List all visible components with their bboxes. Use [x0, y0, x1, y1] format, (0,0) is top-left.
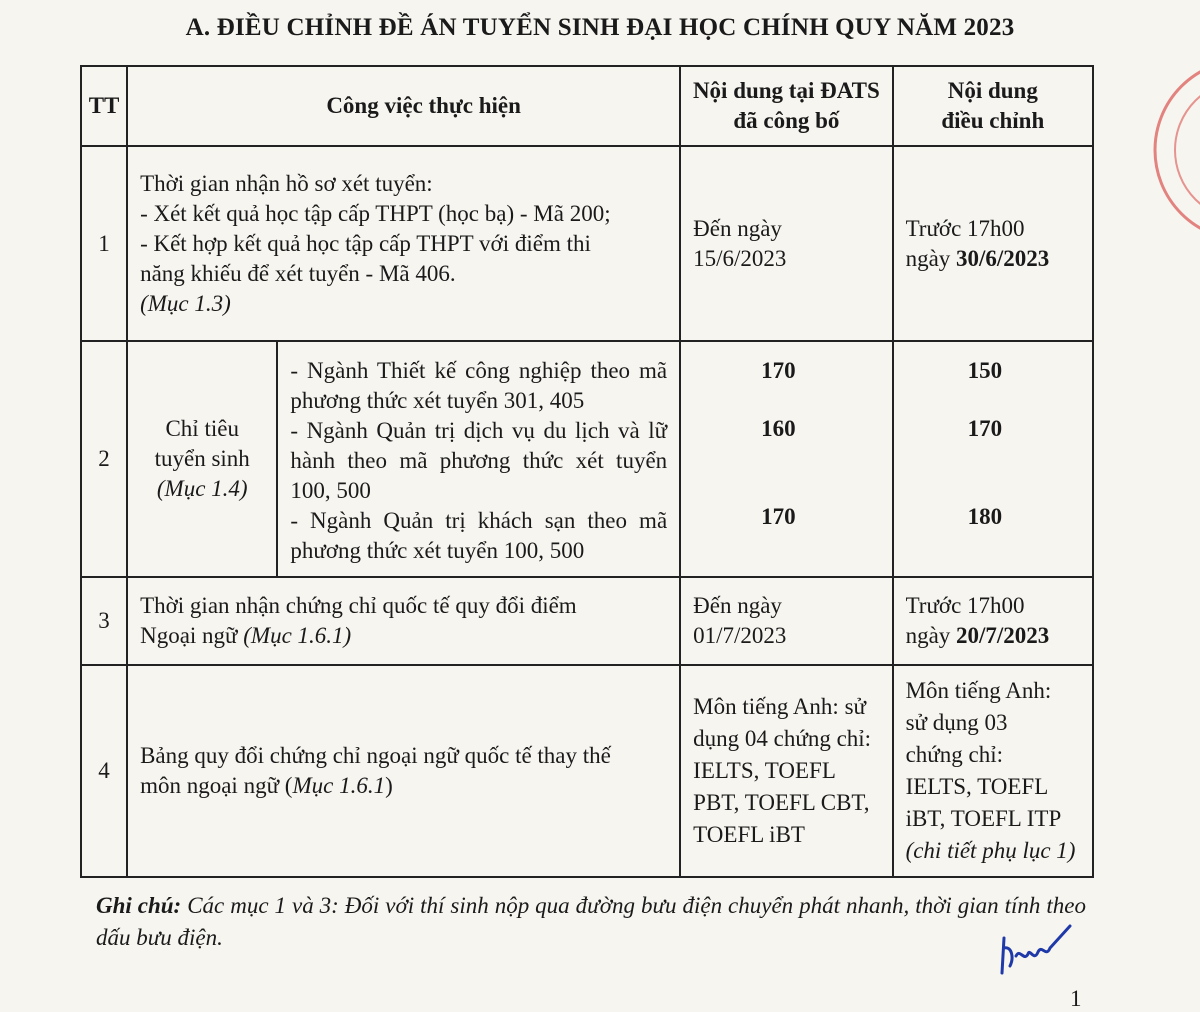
old-content-cell [680, 577, 892, 665]
page-title: A. ĐIỀU CHỈNH ĐỀ ÁN TUYỂN SINH ĐẠI HỌC CHÍNH QUY NĂM 2023 [185, 14, 1015, 41]
task-line: Thời gian nhận hồ sơ xét tuyển: [140, 170, 433, 196]
task-ref: (Mục 1.6.1) [243, 623, 352, 648]
major-item: - Ngành Quản trị dịch vụ du lịch và lữ hành theo mã phương thức xét tuyển 100, 500 [290, 418, 668, 503]
old-line: Đến ngày [693, 215, 782, 241]
new-line: iBT, TOEFL ITP [905, 806, 1062, 831]
task-line: - Xét kết quả học tập cấp THPT (học bạ) - Mã 200; [140, 200, 611, 226]
old-content-cell [680, 665, 892, 877]
header-new-line1: Nội dung [947, 78, 1038, 103]
new-line: chứng chỉ: [905, 742, 1003, 767]
task-line: Bảng quy đổi chứng chỉ ngoại ngữ quốc tế thay thế [140, 743, 611, 768]
new-line: sử dụng 03 [905, 710, 1008, 735]
new-line: Trước 17h00 [905, 593, 1025, 618]
table-row [81, 146, 1093, 341]
task-line: Thời gian nhận chứng chỉ quốc tế quy đổi điểm [140, 593, 577, 618]
header-old-content [680, 66, 892, 146]
task-cell [127, 146, 680, 341]
new-quota-cell [893, 341, 1093, 577]
old-date: 15/6/2023 [693, 245, 787, 271]
new-content-cell [893, 665, 1093, 877]
header-new-content [893, 66, 1093, 146]
old-quota-value: 170 [761, 358, 796, 383]
old-line: dụng 04 chứng chỉ: [693, 726, 872, 751]
new-prefix: ngày [905, 623, 957, 648]
old-quota-value: 170 [761, 504, 796, 529]
table-row [81, 341, 1093, 577]
old-line: Môn tiếng Anh: sử [693, 694, 866, 719]
table-row [81, 665, 1093, 877]
new-note: (chi tiết phụ lục 1) [905, 838, 1076, 863]
new-quota-value: 170 [967, 416, 1003, 441]
task-line [140, 621, 667, 651]
row-number: 1 [81, 146, 127, 341]
row-number: 2 [81, 341, 127, 577]
new-date-line [906, 244, 1080, 274]
red-seal-icon [1150, 40, 1200, 240]
old-content-cell [680, 146, 892, 341]
task-line-close: ) [385, 773, 393, 798]
old-line: TOEFL iBT [693, 822, 805, 847]
task-ref: (Mục 1.3) [140, 290, 231, 316]
new-quota-value: 180 [967, 504, 1003, 529]
table-row [81, 577, 1093, 665]
task-line [140, 771, 667, 801]
table-header-row [81, 66, 1093, 146]
old-quota-value: 160 [761, 416, 796, 441]
new-prefix: ngày [905, 245, 957, 271]
quota-ref: (Mục 1.4) [156, 476, 248, 501]
new-content-cell [893, 146, 1093, 341]
major-item: - Ngành Thiết kế công nghiệp theo mã phương thức xét tuyển 301, 405 [290, 358, 668, 413]
footnote-text: Các mục 1 và 3: Đối với thí sinh nộp qua đường bưu điện chuyển phát nhanh, thời gian tính theo dấu bưu điện. [96, 893, 1086, 950]
new-quota-value: 150 [967, 358, 1003, 383]
adjustment-table [80, 65, 1094, 878]
quota-label-line2: tuyển sinh [154, 446, 250, 471]
new-date: 30/6/2023 [956, 245, 1050, 271]
old-line: PBT, TOEFL CBT, [693, 790, 870, 815]
header-old-line2: đã công bố [733, 108, 840, 133]
header-old-line1: Nội dung tại ĐATS [692, 78, 880, 103]
new-line: Môn tiếng Anh: [905, 678, 1052, 703]
signature-icon [990, 918, 1090, 988]
header-task: Công việc thực hiện [127, 66, 680, 146]
task-cell [127, 577, 680, 665]
old-quota-cell [680, 341, 892, 577]
old-line: Đến ngày [693, 593, 782, 618]
page-number: 1 [1070, 986, 1082, 1011]
quota-label-cell [127, 341, 277, 577]
row-number: 3 [81, 577, 127, 665]
header-tt: TT [81, 66, 127, 146]
majors-cell [277, 341, 680, 577]
new-line: IELTS, TOEFL [905, 774, 1049, 799]
row-number: 4 [81, 665, 127, 877]
new-content-cell [893, 577, 1093, 665]
footnote-label: Ghi chú: [96, 893, 182, 918]
new-date-line [906, 621, 1080, 651]
new-line: Trước 17h00 [905, 215, 1025, 241]
header-new-line2: điều chỉnh [941, 108, 1045, 133]
quota-label-line1: Chỉ tiêu [165, 416, 239, 441]
task-line-text: môn ngoại ngữ ( [140, 773, 293, 798]
old-line: IELTS, TOEFL [693, 758, 836, 783]
footnote [96, 890, 1086, 954]
task-cell [127, 665, 680, 877]
task-ref: Mục 1.6.1 [292, 773, 386, 798]
task-line: năng khiếu để xét tuyển - Mã 406. [140, 260, 456, 286]
major-item: - Ngành Quản trị khách sạn theo mã phương thức xét tuyển 100, 500 [290, 508, 668, 563]
task-line-text: Ngoại ngữ [140, 623, 244, 648]
task-line: - Kết hợp kết quả học tập cấp THPT với điểm thi [140, 230, 591, 256]
new-date: 20/7/2023 [956, 623, 1050, 648]
old-date: 01/7/2023 [693, 623, 787, 648]
